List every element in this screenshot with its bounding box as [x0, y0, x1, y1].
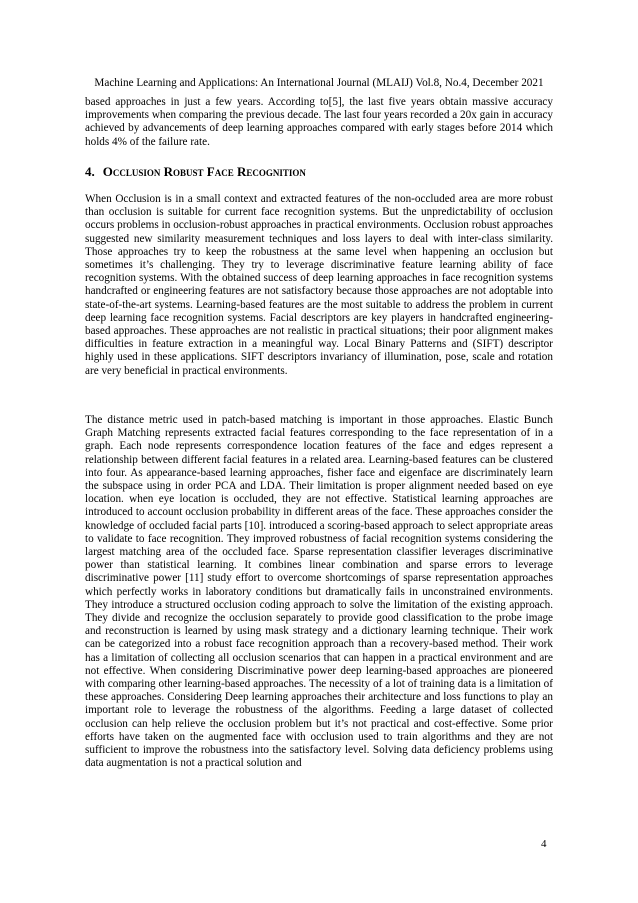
section-heading: [85, 164, 553, 180]
section-number: 4.: [85, 164, 95, 179]
paragraph-intro: based approaches in just a few years. According to[5], the last five years obtain massive accuracy improvements when comparing the previous decade. The last four years recorded a 20x gain in accuracy achieved by advancements of deep learning approaches compared with early stages before 2014 which holds 4% of the failure rate.: [85, 96, 553, 148]
section-title: Occlusion Robust Face Recognition: [102, 164, 306, 179]
paragraph-1: When Occlusion is in a small context and extracted features of the non-occluded area are more robust than occlusion is suitable for current face recognition systems. But the unpredictability of occlusion occurs problems in occlusion-robust approaches in practical environments. Occlusion robust approaches suggested new similarity measurement techniques and loss layers to deal with inter-class similarity. Those approaches try to keep the robustness at the same level when happening an occlusion but sometimes it’s challenging. They try to leverage discriminative feature learning ability of face recognition systems. With the obtained success of deep learning approaches in face recognition systems handcrafted or engineering features are not satisfactory because those approaches are not adoptable into state-of-the-art systems. Learning-based features are the most suitable to address the problem in current deep learning face recognition systems. Facial descriptors are key players in handcrafted engineering-based approaches. These approaches are not realistic in practical situations; their poor alignment makes difficulties in feature extraction in a meaningful way. Local Binary Patterns and (SIFT) descriptor highly used in these applications. SIFT descriptors invariancy of illumination, pose, scale and rotation are very beneficial in practical environments.: [85, 193, 553, 377]
paragraph-2: The distance metric used in patch-based matching is important in those approaches. Elastic Bunch Graph Matching represents extracted facial features corresponding to the face representation of in a graph. Each node represents correspondence location features of the face and edges represent a relationship between different facial features in a related area. Learning-based features can be clustered into four. As appearance-based learning approaches, fisher face and eigenface are discriminately learn the subspace using in order PCA and LDA. Their limitation is proper alignment needed based on eye location. when eye location is occluded, they are not effective. Statistical learning approaches are introduced to account occlusion probability in different areas of the face. These approaches consider the knowledge of occluded facial parts [10]. introduced a scoring-based approach to select appropriate areas to validate to face recognition. They improved robustness of facial recognition systems considering the largest matching area of the occluded face. Sparse representation classifier leverages discriminative power than statistical learning. It combines linear combination and sparse errors to leverage discriminative power [11] study effort to overcome shortcomings of sparse representation approaches which perfectly works in laboratory conditions but dramatically fails in unconstrained environments. They introduce a structured occlusion coding approach to solve the limitation of the existing approach. They divide and recognize the occlusion separately to provide good classification to the probe image and reconstruction is learned by using mask strategy and a dictionary learning technique. Their work can be categorized into a robust face recognition approach than a recovery-based method. Their work has a limitation of collecting all occlusion scenarios that can happen in a practical environment and are not effective. When considering Discriminative power deep learning-based approaches are pioneered with comparing other learning-based approaches. The necessity of a lot of training data is a limitation of these approaches. Considering Deep learning approaches their architecture and loss functions to play an important role to leverage the robustness of the algorithms. Feeding a large dataset of collected occlusion can help relieve the occlusion problem but it’s not practical and cost-effective. Some prior efforts have taken on the augmented face with occlusion used to train algorithms and they are not sufficient to improve the robustness into the satisfactory level. Solving data deficiency problems using data augmentation is not a practical solution and: [85, 414, 553, 770]
running-header: Machine Learning and Applications: An International Journal (MLAIJ) Vol.8, No.4, December 2021: [94, 77, 544, 89]
page-number: 4: [541, 838, 547, 850]
